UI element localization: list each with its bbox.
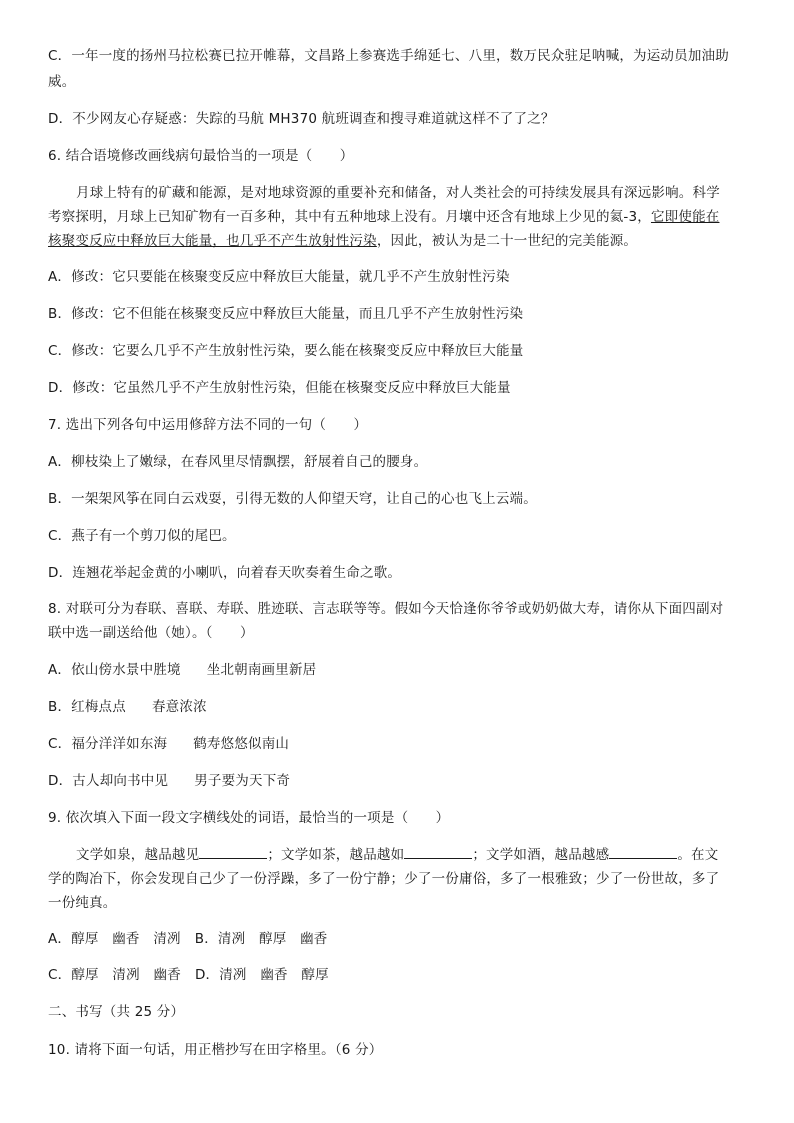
q9-text-3: ；文学如酒，越品越感 bbox=[472, 847, 610, 863]
q6-option-a: A．修改：它只要能在核聚变反应中释放巨大能量，就几乎不产生放射性污染 bbox=[48, 269, 510, 285]
q9-passage-line3: 一份纯真。 bbox=[48, 895, 117, 911]
q8-option-b bbox=[48, 698, 748, 716]
q8-option-c-lower: 鹤寿悠悠似南山 bbox=[193, 736, 290, 752]
question-7-stem: 7. 选出下列各句中运用修辞方法不同的一句（ ） bbox=[48, 417, 368, 433]
question-8-stem-line2: 联中选一副送给他（她）。（ ） bbox=[48, 625, 254, 641]
option-c-line1: C．一年一度的扬州马拉松赛已拉开帷幕，文昌路上参赛选手绵延七、八里，数万民众驻足呐喊，为运动员加油助 bbox=[48, 48, 729, 64]
section-2-heading: 二、书写（共 25 分） bbox=[48, 1004, 185, 1020]
q9-options-row1 bbox=[48, 930, 748, 948]
q8-option-b-upper: B．红梅点点 bbox=[48, 699, 126, 715]
q9-passage-line2: 学的陶冶下，你会发现自己少了一份浮躁，多了一份宁静；少了一份庸俗，多了一根雅致；少了一份世故，多了 bbox=[48, 871, 720, 887]
q6-passage-text: 考察探明，月球上已知矿物有一百多种，其中有五种地球上没有。月壤中还含有地球上少见的氦-3， bbox=[48, 209, 651, 225]
option-c-line2: 威。 bbox=[48, 74, 76, 90]
q9-text-2: ；文学如茶，越品越如 bbox=[267, 847, 405, 863]
q8-option-c-upper: C．福分洋洋如东海 bbox=[48, 736, 168, 752]
q7-option-d: D．连翘花举起金黄的小喇叭，向着春天吹奏着生命之歌。 bbox=[48, 565, 402, 581]
q9-text-4: 。在文 bbox=[677, 847, 719, 863]
q8-option-b-lower: 春意浓浓 bbox=[151, 699, 207, 715]
q9-text-1: 文学如泉，越品越见 bbox=[76, 847, 200, 863]
q6-option-c: C．修改：它要么几乎不产生放射性污染，要么能在核聚变反应中释放巨大能量 bbox=[48, 343, 524, 359]
q9-option-b: B．清冽 醇厚 幽香 bbox=[194, 931, 328, 947]
question-9-stem: 9. 依次填入下面一段文字横线处的词语，最恰当的一项是（ ） bbox=[48, 810, 450, 826]
q6-option-d: D．修改：它虽然几乎不产生放射性污染，但能在核聚变反应中释放巨大能量 bbox=[48, 380, 511, 396]
q6-option-b: B．修改：它不但能在核聚变反应中释放巨大能量，而且几乎不产生放射性污染 bbox=[48, 306, 524, 322]
q6-passage-line1: 月球上特有的矿藏和能源，是对地球资源的重要补充和储备，对人类社会的可持续发展具有深远影响。科学 bbox=[76, 185, 720, 201]
q9-blank-1 bbox=[199, 846, 267, 859]
option-d-line: D．不少网友心存疑惑：失踪的马航 MH370 航班调查和搜寻难道就这样不了了之？ bbox=[48, 111, 555, 127]
q8-option-a-lower: 坐北朝南画里新居 bbox=[206, 662, 317, 678]
q8-option-a bbox=[48, 661, 748, 679]
question-6-stem: 6. 结合语境修改画线病句最恰当的一项是（ ） bbox=[48, 148, 354, 164]
q8-option-d bbox=[48, 772, 748, 790]
q6-underlined-sentence-part1: 它即使能在 bbox=[650, 209, 720, 225]
q8-option-c bbox=[48, 735, 748, 753]
q7-option-c: C．燕子有一个剪刀似的尾巴。 bbox=[48, 528, 236, 544]
q9-option-c: C．醇厚 清冽 幽香 bbox=[48, 967, 181, 983]
q6-passage-line2 bbox=[48, 208, 748, 226]
q7-option-a: A．柳枝染上了嫩绿，在春风里尽情飘摆，舒展着自己的腰身。 bbox=[48, 454, 428, 470]
q9-option-a: A．醇厚 幽香 清冽 bbox=[48, 931, 181, 947]
q6-passage-line3 bbox=[48, 232, 748, 250]
q8-option-d-upper: D．古人却向书中见 bbox=[48, 773, 169, 789]
q8-option-d-lower: 男子要为天下奇 bbox=[194, 773, 291, 789]
q6-underlined-sentence-part2: 核聚变反应中释放巨大能量，也几乎不产生放射性污染 bbox=[48, 233, 377, 249]
q9-blank-2 bbox=[404, 846, 472, 859]
question-10-stem: 10. 请将下面一句话，用正楷抄写在田字格里。（6 分） bbox=[48, 1042, 383, 1058]
q9-passage-line1 bbox=[76, 846, 776, 864]
q9-options-row2 bbox=[48, 966, 748, 984]
q7-option-b: B．一架架风筝在同白云戏耍，引得无数的人仰望天穹，让自己的心也飞上云端。 bbox=[48, 491, 537, 507]
q9-option-d: D．清冽 幽香 醇厚 bbox=[194, 967, 329, 983]
q6-passage-tail: ，因此，被认为是二十一世纪的完美能源。 bbox=[376, 233, 638, 249]
question-8-stem-line1: 8. 对联可分为春联、喜联、寿联、胜迹联、言志联等等。假如今天恰逢你爷爷或奶奶做大寿，请你从下面四副对 bbox=[48, 601, 724, 617]
q8-option-a-upper: A．依山傍水景中胜境 bbox=[48, 662, 181, 678]
q9-blank-3 bbox=[609, 846, 677, 859]
